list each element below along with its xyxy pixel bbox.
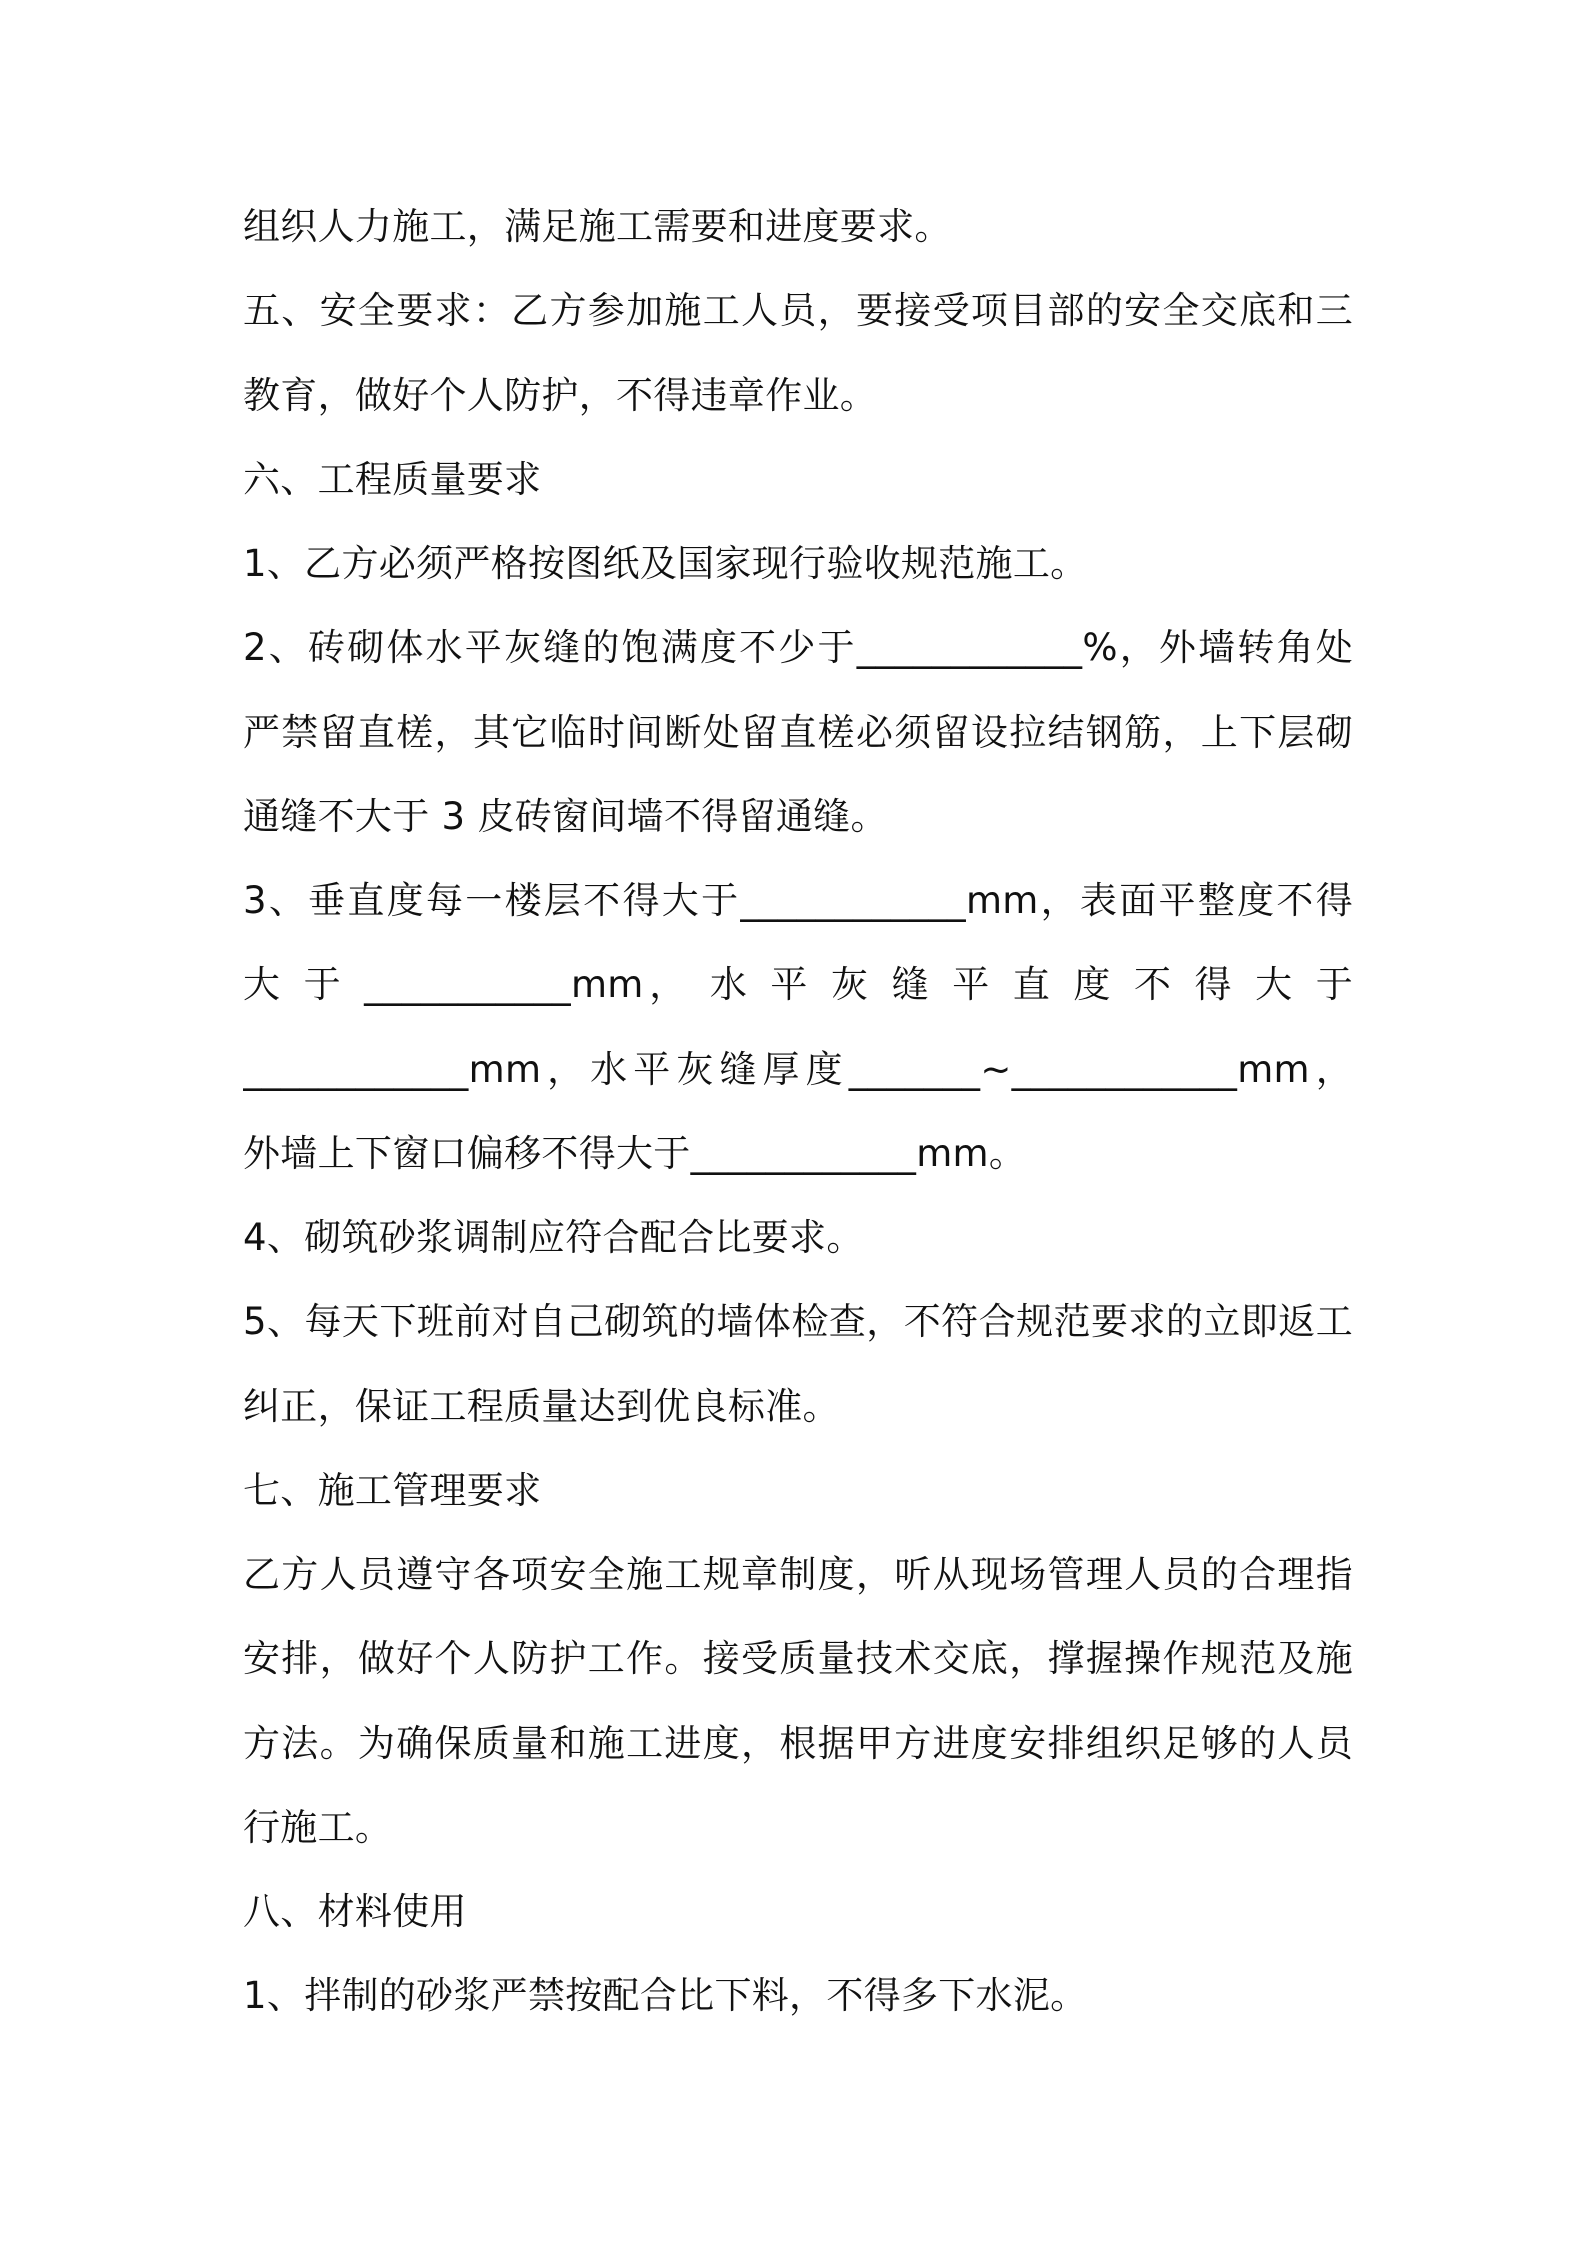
text-line: 方法。为确保质量和施工进度，根据甲方进度安排组织足够的人员 <box>243 1722 1353 1765</box>
text-line: 纠正，保证工程质量达到优良标准。 <box>243 1385 840 1428</box>
text-line: 严禁留直槎，其它临时间断处留直槎必须留设拉结钢筋，上下层砌 <box>243 711 1353 754</box>
quality-item-5: 5、每天下班前对自己砌筑的墙体检查，不符合规范要求的立即返工 <box>243 1300 1353 1343</box>
quality-item-2: 2、砖砌体水平灰缝的饱满度不少于____________%，外墙转角处 <box>243 626 1353 669</box>
section-7-heading: 七、施工管理要求 <box>243 1469 542 1512</box>
section-6-heading: 六、工程质量要求 <box>243 458 542 501</box>
text-line: 组织人力施工，满足施工需要和进度要求。 <box>243 205 952 248</box>
section-5-safety: 五、安全要求：乙方参加施工人员，要接受项目部的安全交底和三 <box>243 289 1353 332</box>
text-line: 教育，做好个人防护，不得违章作业。 <box>243 374 878 417</box>
quality-item-1: 1、乙方必须严格按图纸及国家现行验收规范施工。 <box>243 542 1088 585</box>
text-line: ____________mm，水平灰缝厚度_______~____________mm， <box>243 1048 1353 1091</box>
quality-item-3: 3、垂直度每一楼层不得大于____________mm，表面平整度不得 <box>243 879 1353 922</box>
management-paragraph: 乙方人员遵守各项安全施工规章制度，听从现场管理人员的合理指 <box>243 1553 1353 1596</box>
text-line: 外墙上下窗口偏移不得大于____________mm。 <box>243 1132 1027 1175</box>
text-line: 行施工。 <box>243 1806 393 1849</box>
materials-item-1: 1、拌制的砂浆严禁按配合比下料，不得多下水泥。 <box>243 1974 1088 2017</box>
text-line: 通缝不大于 3 皮砖窗间墙不得留通缝。 <box>243 795 888 838</box>
text-line: 安排，做好个人防护工作。接受质量技术交底，撑握操作规范及施 <box>243 1637 1353 1680</box>
quality-item-4: 4、砌筑砂浆调制应符合配合比要求。 <box>243 1216 864 1259</box>
text-line: 大 于 ___________mm， 水 平 灰 缝 平 直 度 不 得 大 于 <box>243 963 1353 1006</box>
section-8-heading: 八、材料使用 <box>243 1890 467 1933</box>
